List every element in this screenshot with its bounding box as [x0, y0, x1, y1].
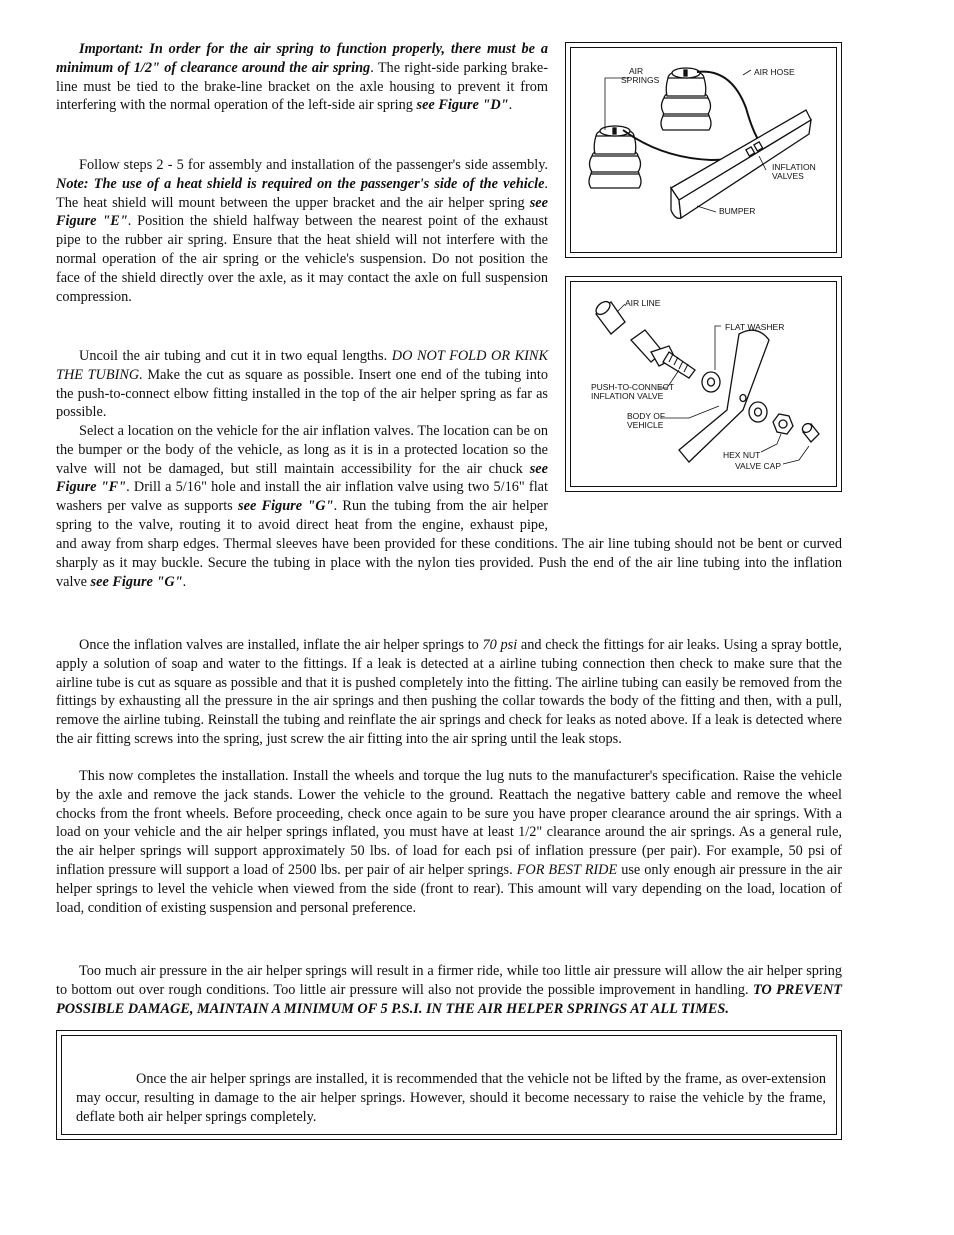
- label-push-to-connect-2: INFLATION VALVE: [591, 391, 664, 401]
- label-air-line: AIR LINE: [625, 298, 661, 308]
- flat-washer-2-icon: [749, 402, 767, 422]
- inflation-valve-diagram: [571, 282, 837, 487]
- paragraph-leak-check: Once the inflation valves are installed, inflate the air helper springs to 70 psi and check the fittings for air leaks. Using a spray bottle, apply a solution of soap and water to the fittings. If a leak is detected at a airline tubing connection then check to make sure that the airline tube is cut as square as possible and that it is pushed completely into the fitting. The airline tubing can easily be removed from the fittings by exhausting all the pressure in the air springs and then pushing the collar towards the body of the fitting and then, with a pull, remove the airline tubing. Reinstall the tubing and reinflate the air springs and check for leaks as noted above. If a leak is detected where the air fitting screws into the spring, just screw the air fitting into the air spring until the leak stops.: [56, 637, 842, 747]
- air-spring-lower-icon: [589, 126, 641, 188]
- label-inflation-valves-1: INFLATION: [772, 162, 816, 172]
- label-hex-nut: HEX NUT: [723, 450, 761, 460]
- paragraph-valve-location-cont: and away from sharp edges. Thermal sleeves have been provided for these conditions. The air line tubing should not be bent or curved sharply as it may buckle. Secure the tubing in place with the nylon ties provided. Push the end of the air line tubing into the inflation valve see Figure "G".: [56, 536, 842, 590]
- figure-ref-e: see Figure "E": [56, 194, 548, 230]
- minimum-pressure-warning: TO PREVENT POSSIBLE DAMAGE, MAINTAIN A MINIMUM OF 5 P.S.I. IN THE AIR HELPER SPRINGS AT ALL TIMES.: [56, 981, 843, 1017]
- label-air-springs-2: SPRINGS: [621, 75, 660, 85]
- valve-cap-icon: [801, 422, 819, 442]
- label-bumper: BUMPER: [719, 206, 756, 216]
- figure-ref-f: see Figure "F": [56, 460, 548, 496]
- lifting-note-box: [56, 1030, 842, 1140]
- figure-ref-g: see Figure "G": [238, 498, 334, 515]
- label-body-of-vehicle-2: VEHICLE: [627, 420, 664, 430]
- psi-value: 70 psi: [482, 637, 518, 653]
- label-body-of-vehicle-1: BODY OF: [627, 411, 666, 421]
- paragraph-valve-location: Select a location on the vehicle for the air inflation valves. The location can be on the bumper or the body of the vehicle, as long as it is in a protected location so the valve will not be damaged, but still maintain accessibility for the air chuck see Figure "F". Drill a 5/16" hole and install the air inflation valve using two 5/16" flat washers per valve as supports see Figure "G". Run the tubing from the air helper spring to the valve, routing it to avoid direct heat from the engine, exhaust pipe,: [56, 423, 548, 533]
- figure-inflation-valve: [565, 276, 842, 492]
- tubing-caution: DO NOT FOLD OR KINK THE TUBING.: [56, 348, 549, 383]
- label-air-springs-1: AIR: [629, 66, 644, 76]
- label-inflation-valves-2: VALVES: [772, 171, 804, 181]
- air-springs-diagram: [571, 48, 837, 253]
- vehicle-body-plate-icon: [679, 330, 769, 462]
- lifting-note-text: Once the air helper springs are installed, it is recommended that the vehicle not be lifted by the frame, as over-extension may occur, resulting in damage to the air helper springs. However, should it become necessary to raise the vehicle by the frame, deflate both air helper springs completely.: [76, 1071, 826, 1125]
- label-air-hose: AIR HOSE: [754, 67, 795, 77]
- label-push-to-connect-1: PUSH-TO-CONNECT: [591, 382, 674, 392]
- paragraph-tubing: Uncoil the air tubing and cut it in two equal lengths. DO NOT FOLD OR KINK THE TUBING. Make the cut as square as possible. Insert one end of the tubing into the push-to-connect elbow fitting installed in the top of the air helper spring as far as possible.: [56, 348, 549, 421]
- figure-ref-g-2: see Figure "G": [90, 573, 183, 590]
- air-spring-upper-icon: [661, 68, 711, 130]
- paragraph-clearance: Important: In order for the air spring to function properly, there must be a minimum of 1/2" of clearance around the air spring. The right-side parking brake-line must be tied to the brake-line bracket on the axle housing to prevent it from interfering with the normal operation of the left-side air spring see Figure "D".: [56, 41, 548, 114]
- best-ride: FOR BEST RIDE: [516, 861, 618, 878]
- air-line-icon: [594, 299, 625, 334]
- heat-shield-note: Note: The use of a heat shield is required on the passenger's side of the vehicle: [56, 175, 545, 192]
- label-valve-cap: VALVE CAP: [735, 461, 781, 471]
- figure-ref-d: see Figure "D": [416, 97, 509, 114]
- paragraph-pressure-warning: Too much air pressure in the air helper springs will result in a firmer ride, while too little air pressure will allow the air helper spring to bottom out over rough conditions. Too little air pressure will also not provide the possible improvement in handling. TO PREVENT POSSIBLE DAMAGE, MAINTAIN A MINIMUM OF 5 P.S.I. IN THE AIR HELPER SPRINGS AT ALL TIMES.: [56, 963, 843, 1017]
- hex-nut-icon: [773, 414, 793, 434]
- push-to-connect-valve-icon: [631, 330, 695, 378]
- important-note: Important: In order for the air spring to function properly, there must be a minimum of 1/2" of clearance around the air spring: [56, 41, 548, 76]
- figure-air-springs-bumper: [565, 42, 842, 258]
- paragraph-passenger-side: Follow steps 2 - 5 for assembly and installation of the passenger's side assembly. Note: The use of a heat shield is required on the passenger's side of the vehicle. The heat shield will mount between the upper bracket and the air helper spring see Figure "E". Position the shield halfway between the nearest point of the exhaust pipe to the rubber air spring. Ensure that the heat shield will not interfere with the normal operation of the air spring or the vehicle's suspension. Do not position the face of the shield directly over the axle, as it may contact the axle on full suspension compression.: [56, 157, 548, 305]
- label-flat-washer: FLAT WASHER: [725, 322, 785, 332]
- flat-washer-icon: [702, 372, 720, 392]
- paragraph-completion: This now completes the installation. Install the wheels and torque the lug nuts to the manufacturer's specification. Raise the vehicle by the axle and remove the jack stands. Lower the vehicle to the ground. Reattach the negative battery cable and remove the wheel chocks from the front wheels. Before proceeding, check once again to be sure you have proper clearance around the air springs. With a load on your vehicle and the air helper springs inflated, you must have at least 1/2" clearance around the air springs. As a general rule, the air helper springs will support approximately 50 lbs. of load for each psi of inflation pressure (per pair). For example, 50 psi of inflation pressure will support a load of 2500 lbs. per pair of air helper springs. FOR BEST RIDE use only enough air pressure in the air helper springs to level the vehicle when viewed from the side (front to rear). This amount will vary depending on the load, location of load, condition of existing suspension and personal preference.: [56, 768, 842, 916]
